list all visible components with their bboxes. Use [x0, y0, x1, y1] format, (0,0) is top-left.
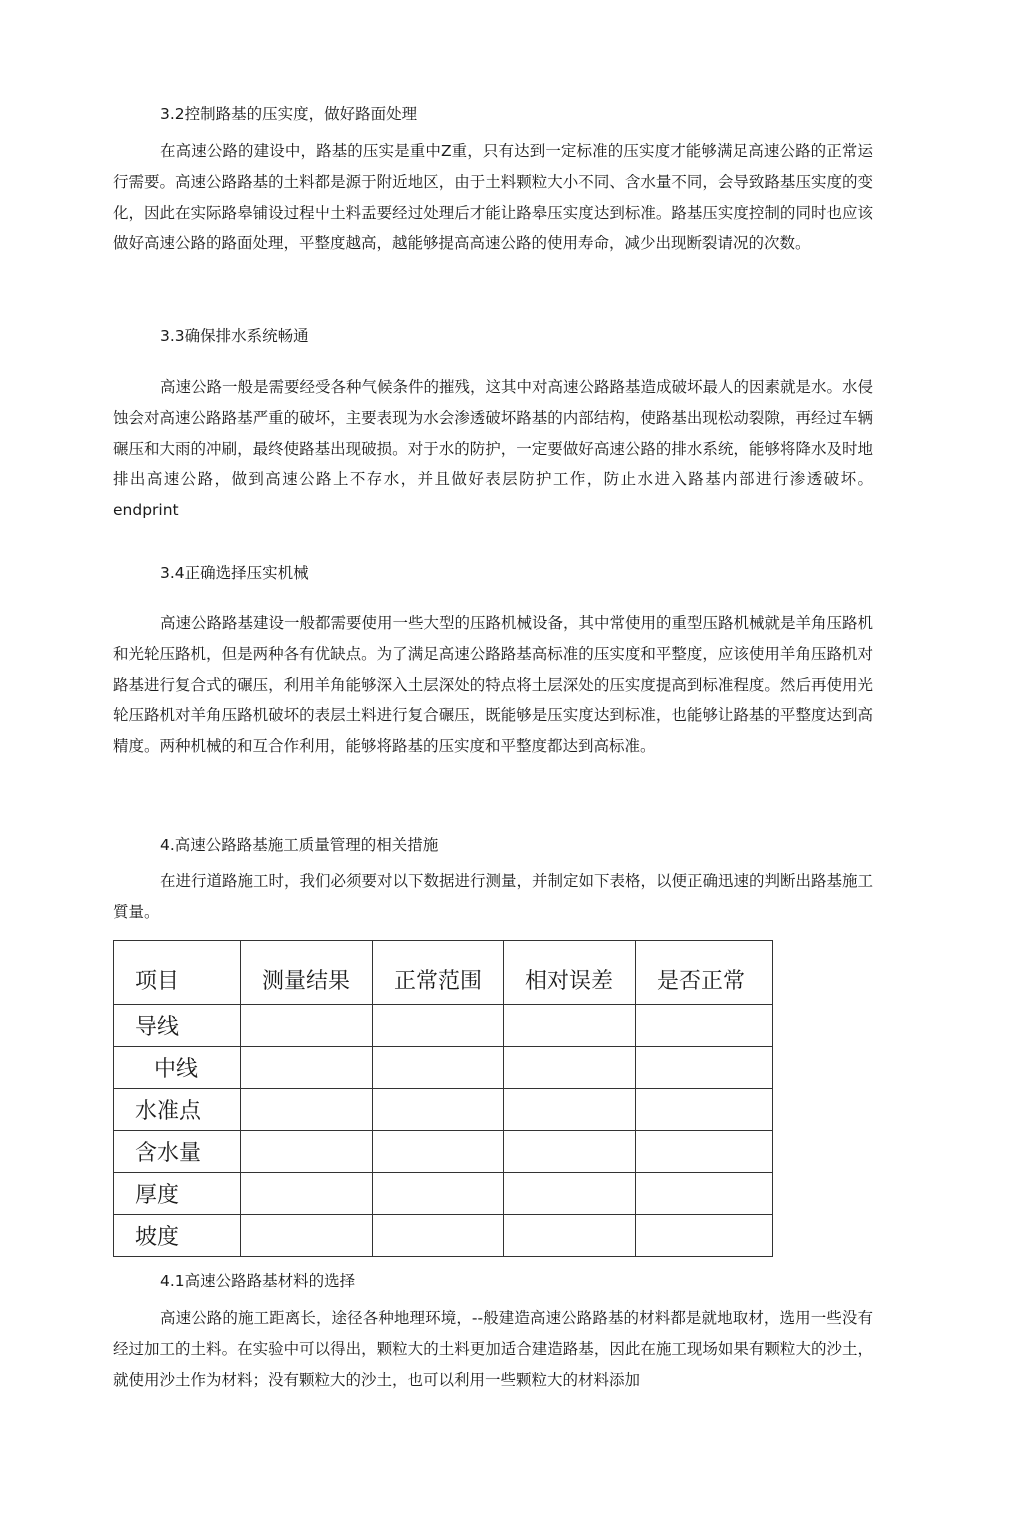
table-cell	[504, 1047, 636, 1089]
table-cell	[504, 1089, 636, 1131]
table-cell	[373, 1005, 504, 1047]
section-heading-4-1: 4.1高速公路路基材料的选择	[160, 1272, 356, 1290]
table-cell	[636, 1005, 773, 1047]
section-heading-3-2: 3.2控制路基的压实度，做好路面处理	[160, 105, 418, 123]
table-cell	[636, 1215, 773, 1257]
table-row	[114, 1215, 773, 1257]
table-header-cell: 正常范围	[373, 941, 504, 1005]
table-cell	[504, 1215, 636, 1257]
section-paragraph-4: 在进行道路施工时，我们必须要对以下数据进行测量，并制定如下表格，以便正确迅速的判断出路基施工質量。	[113, 872, 874, 921]
section-heading-3-3: 3.3确保排水系统畅通	[160, 327, 309, 345]
table-cell	[504, 1005, 636, 1047]
table-cell	[373, 1089, 504, 1131]
table-cell-item: 水准点	[114, 1089, 241, 1131]
table-cell	[636, 1089, 773, 1131]
table-cell-item: 含水量	[114, 1131, 241, 1173]
table-header-row	[114, 941, 773, 1005]
table-header-cell: 是否正常	[636, 941, 773, 1005]
table-cell-item: 厚度	[114, 1173, 241, 1215]
section-paragraph-4-1: 高速公路的施工距离长，途径各种地理环境，--般建造高速公路路基的材料都是就地取材，选用一些没有经过加工的土料。在实验中可以得出，颗粒大的土料更加适合建造路基，因此在施工现场如果有颗粒大的沙土，就使用沙土作为材料；没有颗粒大的沙土，也可以利用一些颗粒大的材料添加	[113, 1309, 873, 1389]
table-cell	[373, 1047, 504, 1089]
table-cell	[241, 1005, 373, 1047]
table-header-cell: 测量结果	[241, 941, 373, 1005]
table-cell	[504, 1173, 636, 1215]
table-cell	[373, 1215, 504, 1257]
table-cell	[241, 1047, 373, 1089]
section-paragraph-3-2: 在高速公路的建设中，路基的压实是重中Z重，只有达到一定标准的压实度才能够满足高速公路的正常运行需要。高速公路路基的土料都是源于附近地区，由于土料颗粒大小不同、含水量不同，会导致路基压实度的变化，因此在实际路皋铺设过程屮土料盂要经过处理后才能让路皋压实度达到标准。路基压实度控制的同时也应该做好高速公路的路面处理，平整度越高，越能够提高高速公路的使用寿命，减少出现断裂请况的次数。	[113, 142, 873, 253]
table-row	[114, 1089, 773, 1131]
table-header-cell: 相对误差	[504, 941, 636, 1005]
measurement-table	[113, 940, 773, 1257]
table-cell	[241, 1173, 373, 1215]
table-row	[114, 1173, 773, 1215]
table-cell	[241, 1089, 373, 1131]
section-heading-3-4: 3.4正确选择压实机械	[160, 564, 309, 582]
table-cell	[636, 1131, 773, 1173]
table-cell-item: 坡度	[114, 1215, 241, 1257]
section-paragraph-3-3: 高速公路一般是需要经受各种气候条件的摧残，这其中对高速公路路基造成破坏最人的因素就是水。水侵蚀会对高速公路路基严重的破坏，主要表现为水会渗透破坏路基的内部结构，使路基出现松动裂隙，再经过车辆碾压和大雨的冲刷，最终使路基出现破损。对于水的防护，一定要做好高速公路的排水系统，能够将降水及时地排出高速公路，做到高速公路上不存水，并且做好表层防护工作，防止水进入路基内部进行渗透破坏。endprint	[113, 378, 874, 520]
table-cell	[504, 1131, 636, 1173]
table-cell	[636, 1047, 773, 1089]
table-cell	[636, 1173, 773, 1215]
table-cell	[241, 1131, 373, 1173]
table-header-cell: 项目	[114, 941, 241, 1005]
table-cell	[241, 1215, 373, 1257]
table-row	[114, 1047, 773, 1089]
table-cell	[373, 1173, 504, 1215]
table-cell	[373, 1131, 504, 1173]
table-cell-item: 导线	[114, 1005, 241, 1047]
table-cell-item: 中线	[114, 1047, 241, 1089]
table-row	[114, 1131, 773, 1173]
table-row	[114, 1005, 773, 1047]
section-paragraph-3-4: 高速公路路基建设一般都需要使用一些大型的压路机械设备，其中常使用的重型压路机械就是羊角压路机和光轮压路机，但是两种各有优缺点。为了满足高速公路路基高标准的压实度和平整度，应该使用羊角压路机对路基进行复合式的碾压，利用羊角能够深入土层深处的特点将土层深处的压实度提高到标准程度。然后再使用光轮压路机对羊角压路机破坏的表层土料进行复合碾压，既能够是压实度达到标准，也能够让路基的平整度达到高精度。两种机械的和互合作利用，能够将路基的压实度和平整度都达到高标准。	[113, 614, 874, 756]
section-heading-4: 4.高速公路路基施工质量管理的相关措施	[160, 836, 439, 854]
